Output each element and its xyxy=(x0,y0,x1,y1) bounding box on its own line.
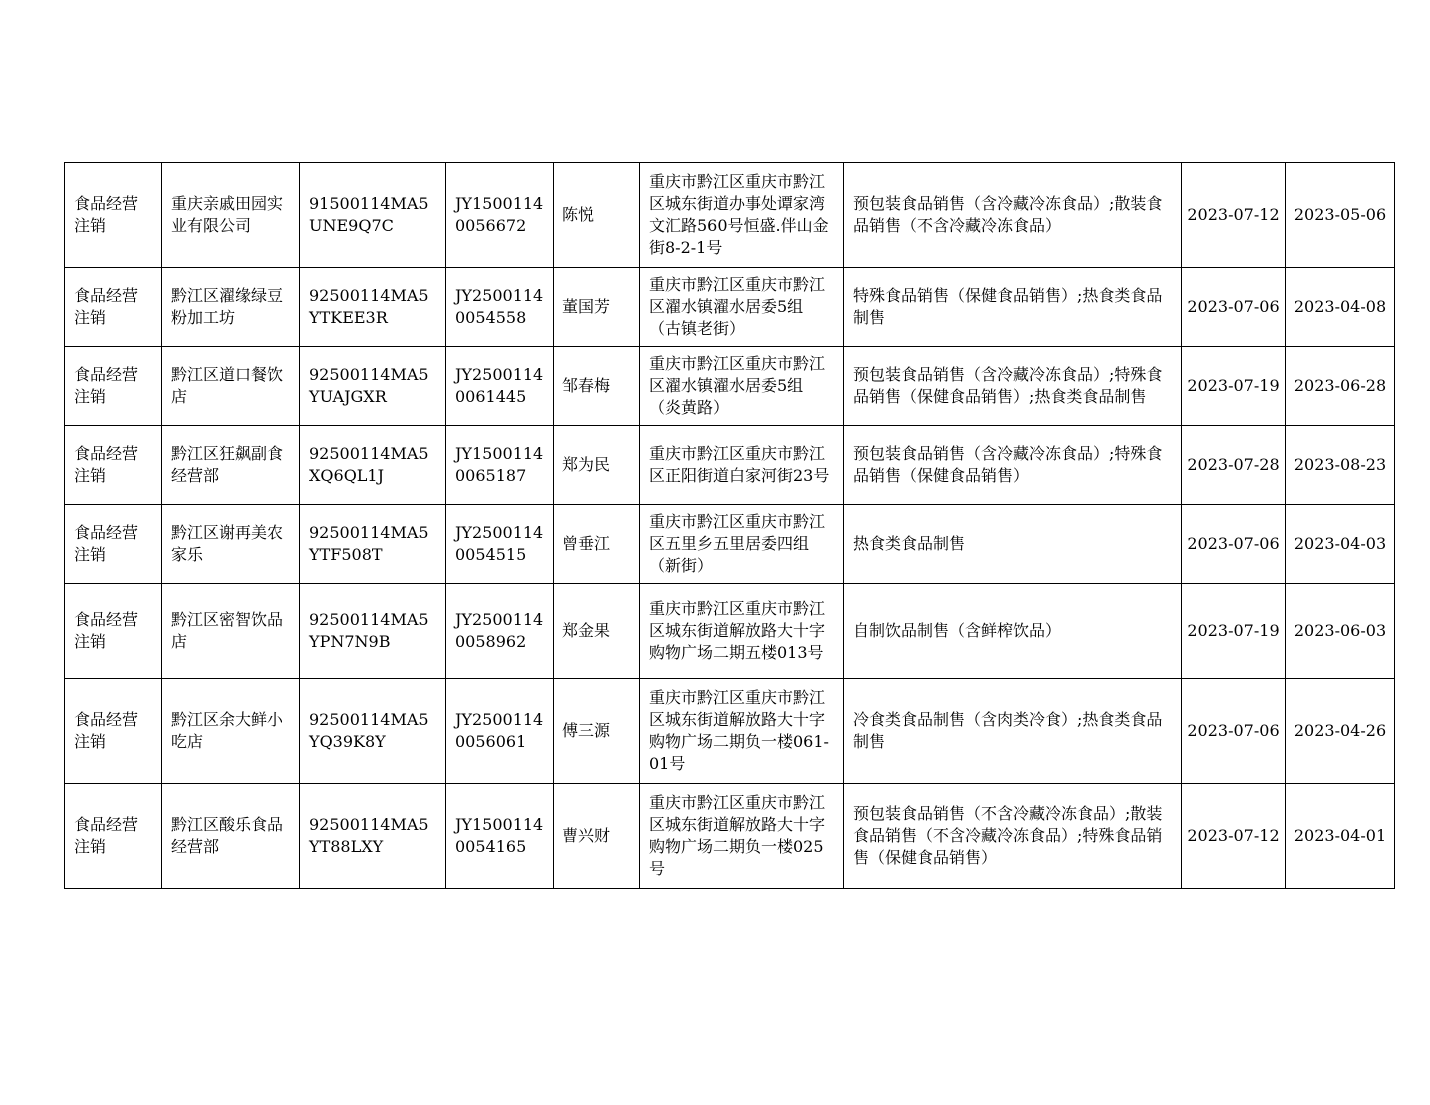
cell-credit-code: 92500114MA5YT88LXY xyxy=(300,784,446,889)
cell-scope: 冷食类食品制售（含肉类冷食）;热食类食品制售 xyxy=(844,679,1182,784)
cell-date-2: 2023-06-28 xyxy=(1286,347,1395,426)
cell-date-1: 2023-07-06 xyxy=(1182,268,1286,347)
cell-scope: 预包装食品销售（含冷藏冷冻食品）;散装食品销售（不含冷藏冷冻食品） xyxy=(844,163,1182,268)
cell-type: 食品经营注销 xyxy=(65,679,162,784)
cell-person: 郑为民 xyxy=(554,426,640,505)
cell-name: 黔江区濯缘绿豆粉加工坊 xyxy=(162,268,300,347)
cell-scope: 预包装食品销售（含冷藏冷冻食品）;特殊食品销售（保健食品销售） xyxy=(844,426,1182,505)
cell-date-1: 2023-07-06 xyxy=(1182,679,1286,784)
cell-address: 重庆市黔江区重庆市黔江区城东街道解放路大十字购物广场二期负一楼025号 xyxy=(640,784,844,889)
table-row xyxy=(65,347,1395,426)
cell-type: 食品经营注销 xyxy=(65,163,162,268)
table-row xyxy=(65,163,1395,268)
cell-credit-code: 92500114MA5YUAJGXR xyxy=(300,347,446,426)
cell-credit-code: 92500114MA5YPN7N9B xyxy=(300,584,446,679)
cell-date-1: 2023-07-12 xyxy=(1182,163,1286,268)
license-cancellation-table xyxy=(64,162,1395,889)
cell-address: 重庆市黔江区重庆市黔江区城东街道解放路大十字购物广场二期负一楼061-01号 xyxy=(640,679,844,784)
cell-license-no: JY15001140056672 xyxy=(446,163,554,268)
cell-license-no: JY25001140061445 xyxy=(446,347,554,426)
table-row xyxy=(65,784,1395,889)
cell-person: 曾垂江 xyxy=(554,505,640,584)
cell-person: 郑金果 xyxy=(554,584,640,679)
cell-type: 食品经营注销 xyxy=(65,505,162,584)
cell-name: 重庆亲戚田园实业有限公司 xyxy=(162,163,300,268)
cell-person: 董国芳 xyxy=(554,268,640,347)
cell-address: 重庆市黔江区重庆市黔江区城东街道办事处谭家湾文汇路560号恒盛.伴山金街8-2-1号 xyxy=(640,163,844,268)
cell-credit-code: 92500114MA5YQ39K8Y xyxy=(300,679,446,784)
cell-person: 傅三源 xyxy=(554,679,640,784)
cell-credit-code: 92500114MA5YTKEE3R xyxy=(300,268,446,347)
cell-credit-code: 92500114MA5YTF508T xyxy=(300,505,446,584)
table-row xyxy=(65,268,1395,347)
cell-address: 重庆市黔江区重庆市黔江区城东街道解放路大十字购物广场二期五楼013号 xyxy=(640,584,844,679)
cell-name: 黔江区谢再美农家乐 xyxy=(162,505,300,584)
cell-address: 重庆市黔江区重庆市黔江区濯水镇濯水居委5组（古镇老街） xyxy=(640,268,844,347)
cell-license-no: JY25001140054515 xyxy=(446,505,554,584)
cell-license-no: JY25001140056061 xyxy=(446,679,554,784)
cell-date-2: 2023-04-08 xyxy=(1286,268,1395,347)
cell-scope: 特殊食品销售（保健食品销售）;热食类食品制售 xyxy=(844,268,1182,347)
cell-scope: 预包装食品销售（不含冷藏冷冻食品）;散装食品销售（不含冷藏冷冻食品）;特殊食品销售（保健食品销售） xyxy=(844,784,1182,889)
cell-scope: 预包装食品销售（含冷藏冷冻食品）;特殊食品销售（保健食品销售）;热食类食品制售 xyxy=(844,347,1182,426)
cell-credit-code: 91500114MA5UNE9Q7C xyxy=(300,163,446,268)
cell-date-1: 2023-07-28 xyxy=(1182,426,1286,505)
cell-credit-code: 92500114MA5XQ6QL1J xyxy=(300,426,446,505)
cell-name: 黔江区道口餐饮店 xyxy=(162,347,300,426)
cell-name: 黔江区密智饮品店 xyxy=(162,584,300,679)
table-row xyxy=(65,426,1395,505)
cell-license-no: JY25001140058962 xyxy=(446,584,554,679)
cell-name: 黔江区酸乐食品经营部 xyxy=(162,784,300,889)
table-row xyxy=(65,679,1395,784)
cell-scope: 自制饮品制售（含鲜榨饮品） xyxy=(844,584,1182,679)
cell-name: 黔江区余大鲜小吃店 xyxy=(162,679,300,784)
cell-type: 食品经营注销 xyxy=(65,784,162,889)
cell-date-2: 2023-04-26 xyxy=(1286,679,1395,784)
cell-address: 重庆市黔江区重庆市黔江区濯水镇濯水居委5组（炎黄路） xyxy=(640,347,844,426)
cell-person: 曹兴财 xyxy=(554,784,640,889)
cell-date-2: 2023-06-03 xyxy=(1286,584,1395,679)
cell-date-2: 2023-04-03 xyxy=(1286,505,1395,584)
cell-type: 食品经营注销 xyxy=(65,584,162,679)
cell-license-no: JY25001140054558 xyxy=(446,268,554,347)
table-row xyxy=(65,505,1395,584)
cell-scope: 热食类食品制售 xyxy=(844,505,1182,584)
cell-name: 黔江区狂飙副食经营部 xyxy=(162,426,300,505)
cell-type: 食品经营注销 xyxy=(65,347,162,426)
cell-date-2: 2023-05-06 xyxy=(1286,163,1395,268)
cell-address: 重庆市黔江区重庆市黔江区五里乡五里居委四组（新街） xyxy=(640,505,844,584)
cell-type: 食品经营注销 xyxy=(65,426,162,505)
cell-date-2: 2023-04-01 xyxy=(1286,784,1395,889)
cell-person: 陈悦 xyxy=(554,163,640,268)
cell-date-1: 2023-07-06 xyxy=(1182,505,1286,584)
table-row xyxy=(65,584,1395,679)
cell-license-no: JY15001140065187 xyxy=(446,426,554,505)
cell-date-1: 2023-07-19 xyxy=(1182,584,1286,679)
cell-license-no: JY15001140054165 xyxy=(446,784,554,889)
cell-date-2: 2023-08-23 xyxy=(1286,426,1395,505)
cell-type: 食品经营注销 xyxy=(65,268,162,347)
cell-date-1: 2023-07-19 xyxy=(1182,347,1286,426)
cell-date-1: 2023-07-12 xyxy=(1182,784,1286,889)
cell-person: 邹春梅 xyxy=(554,347,640,426)
cell-address: 重庆市黔江区重庆市黔江区正阳街道白家河街23号 xyxy=(640,426,844,505)
